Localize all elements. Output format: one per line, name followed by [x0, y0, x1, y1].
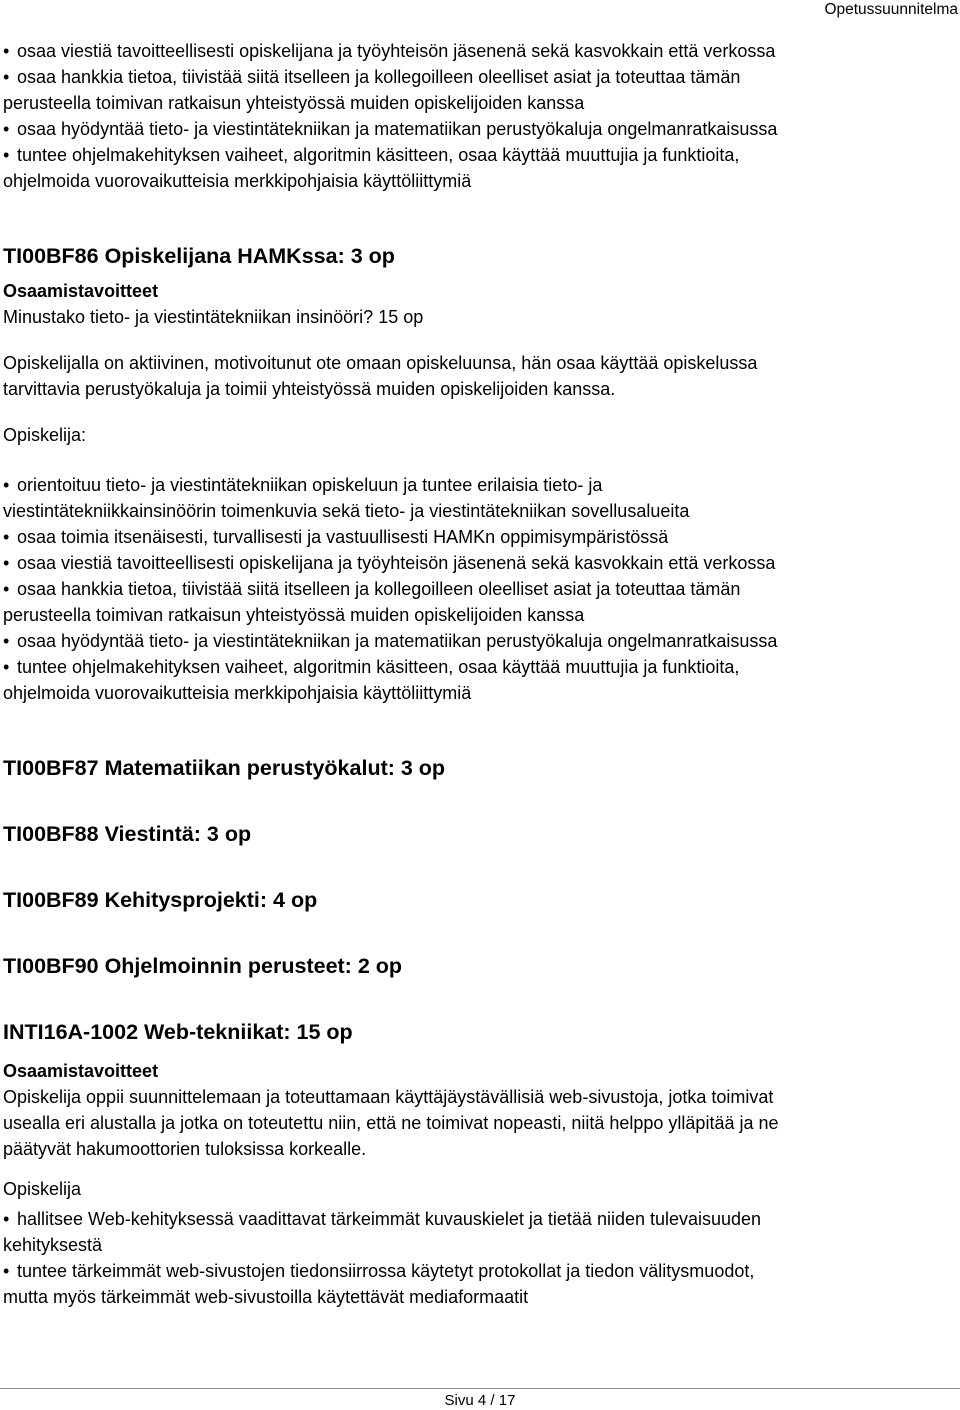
list-item-continuation: ohjelmoida vuorovaikutteisia merkkipohjaisia käyttöliittymiä — [3, 683, 472, 703]
list-item-continuation: viestintätekniikkainsinöörin toimenkuvia sekä tieto- ja viestintätekniikan sovellusalueita — [3, 501, 690, 521]
list-item-continuation: perusteella toimivan ratkaisun yhteistyössä muiden opiskelijoiden kanssa — [3, 93, 585, 113]
bullet-icon: • — [3, 553, 10, 573]
module-subtitle: Minustako tieto- ja viestintätekniikan insinööri? 15 op — [3, 307, 424, 327]
course-bullet-list — [3, 1206, 955, 1310]
course-title-ti00bf88: TI00BF88 Viestintä: 3 op — [3, 822, 252, 846]
section-subhead: Osaamistavoitteet — [3, 281, 159, 301]
course-title-ti00bf89: TI00BF89 Kehitysprojekti: 4 op — [3, 888, 318, 912]
bullet-icon: • — [3, 657, 10, 677]
list-item-continuation: kehityksestä — [3, 1235, 103, 1255]
bullet-icon: • — [3, 631, 10, 651]
list-item: • osaa viestiä tavoitteellisesti opiskelijana ja työyhteisön jäsenenä sekä kasvokkain että verkossa — [3, 38, 955, 64]
list-item: • hallitsee Web-kehityksessä vaadittavat tärkeimmät kuvauskielet ja tietää niiden tulevaisuuden — [3, 1206, 955, 1232]
course-bullet-list — [3, 472, 955, 706]
bullet-icon: • — [3, 145, 10, 165]
top-bullet-list — [3, 38, 955, 194]
page-content — [3, 38, 955, 1310]
list-item-continuation: ohjelmoida vuorovaikutteisia merkkipohjaisia käyttöliittymiä — [3, 171, 472, 191]
section-subhead: Osaamistavoitteet — [3, 1061, 159, 1081]
bullet-icon: • — [3, 119, 10, 139]
list-lead: Opiskelija — [3, 1179, 82, 1199]
course-description: Opiskelijalla on aktiivinen, motivoitunut ote omaan opiskeluunsa, hän osaa käyttää opiskelussa tarvittavia perustyökaluja ja toimii yhteistyössä muiden opiskelijoiden kanssa. — [3, 353, 758, 399]
page-number: Sivu 4 / 17 — [444, 1392, 516, 1409]
course-description: Opiskelija oppii suunnittelemaan ja toteuttamaan käyttäjäystävällisiä web-sivustoja, jotka toimivat usealla eri alustalla ja jotka on toteutettu niin, että ne toimivat nopeasti, niitä helppo ylläpitää ja ne päätyvät hakumoottorien tuloksissa korkealle. — [3, 1087, 779, 1159]
list-item-continuation: mutta myös tärkeimmät web-sivustoilla käytettävät mediaformaatit — [3, 1287, 529, 1307]
list-item: • osaa hyödyntää tieto- ja viestintätekniikan ja matematiikan perustyökaluja ongelmanratkaisussa — [3, 628, 955, 654]
list-item: • tuntee ohjelmakehityksen vaiheet, algoritmin käsitteen, osaa käyttää muuttujia ja funktioita, — [3, 142, 955, 168]
running-header: Opetussuunnitelma — [824, 1, 958, 18]
list-item: • osaa hankkia tietoa, tiivistää siitä itselleen ja kollegoilleen oleelliset asiat ja toteuttaa tämän — [3, 576, 955, 602]
course-title-ti00bf90: TI00BF90 Ohjelmoinnin perusteet: 2 op — [3, 954, 403, 978]
bullet-icon: • — [3, 527, 10, 547]
bullet-icon: • — [3, 67, 10, 87]
list-item: • osaa toimia itsenäisesti, turvallisesti ja vastuullisesti HAMKn oppimisympäristössä — [3, 524, 955, 550]
bullet-icon: • — [3, 1261, 10, 1281]
list-lead: Opiskelija: — [3, 425, 87, 445]
bullet-icon: • — [3, 1209, 10, 1229]
bullet-icon: • — [3, 41, 10, 61]
course-title-ti00bf86: TI00BF86 Opiskelijana HAMKssa: 3 op — [3, 244, 395, 268]
list-item: • osaa hyödyntää tieto- ja viestintätekniikan ja matematiikan perustyökaluja ongelmanratkaisussa — [3, 116, 955, 142]
list-item-continuation: perusteella toimivan ratkaisun yhteistyössä muiden opiskelijoiden kanssa — [3, 605, 585, 625]
list-item: • orientoituu tieto- ja viestintätekniikan opiskeluun ja tuntee erilaisia tieto- ja — [3, 472, 955, 498]
bullet-icon: • — [3, 579, 10, 599]
list-item: • tuntee ohjelmakehityksen vaiheet, algoritmin käsitteen, osaa käyttää muuttujia ja funktioita, — [3, 654, 955, 680]
footer-divider — [0, 1388, 960, 1389]
course-title-ti00bf87: TI00BF87 Matematiikan perustyökalut: 3 op — [3, 756, 446, 780]
bullet-icon: • — [3, 475, 10, 495]
list-item: • osaa viestiä tavoitteellisesti opiskelijana ja työyhteisön jäsenenä sekä kasvokkain että verkossa — [3, 550, 955, 576]
list-item: • tuntee tärkeimmät web-sivustojen tiedonsiirrossa käytetyt protokollat ja tiedon välitysmuodot, — [3, 1258, 955, 1284]
course-title-inti16a-1002: INTI16A-1002 Web-tekniikat: 15 op — [3, 1020, 353, 1044]
list-item: • osaa hankkia tietoa, tiivistää siitä itselleen ja kollegoilleen oleelliset asiat ja toteuttaa tämän — [3, 64, 955, 90]
